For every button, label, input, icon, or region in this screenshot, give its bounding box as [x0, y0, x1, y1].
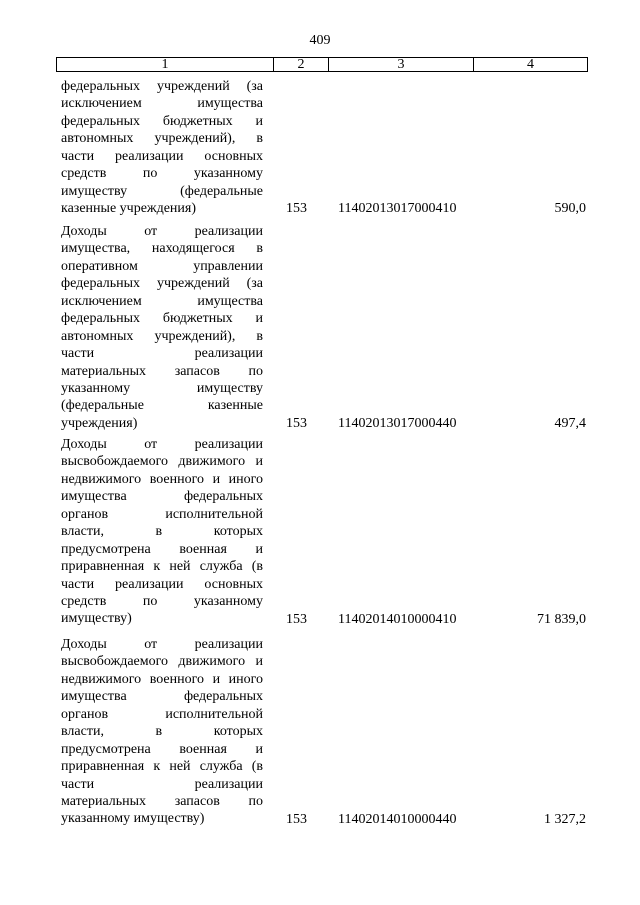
row-description	[61, 78, 263, 218]
description-line: Доходы от реализации	[61, 224, 263, 239]
header-col-4: 4	[473, 58, 587, 71]
description-line: федеральных бюджетных и	[61, 311, 263, 327]
row-code-col3: 11402014010000440	[338, 811, 457, 827]
description-line: имущества федеральных	[61, 489, 263, 505]
description-line: автономных учреждений), в	[61, 328, 263, 344]
description-line: оперативном управлении	[61, 258, 263, 274]
row-code-col2: 153	[286, 611, 307, 627]
description-line: исключением имущества	[61, 293, 263, 309]
description-line: федеральных бюджетных и	[61, 113, 263, 129]
description-line: Доходы от реализации	[61, 637, 263, 652]
description-line: исключением имущества	[61, 96, 263, 112]
description-line: приравненная к ней служба (в	[61, 559, 263, 575]
row-description	[61, 636, 263, 828]
row-code-col3: 11402014010000410	[338, 611, 457, 627]
description-line: части реализации	[61, 346, 263, 362]
header-col-3: 3	[328, 58, 473, 71]
description-line: власти, в которых	[61, 724, 263, 740]
description-line: федеральных учреждений (за	[61, 79, 263, 94]
description-line: указанному имуществу)	[61, 811, 205, 827]
description-line: учреждения)	[61, 415, 138, 431]
description-line: приравненная к ней служба (в	[61, 759, 263, 775]
description-line: казенные учреждения)	[61, 201, 197, 217]
header-col-2: 2	[273, 58, 328, 71]
row-amount: 497,4	[554, 415, 586, 431]
description-line: власти, в которых	[61, 524, 263, 540]
description-line: высвобождаемого движимого и	[61, 454, 263, 470]
description-line: указанному имуществу	[61, 380, 263, 396]
row-amount: 71 839,0	[537, 611, 586, 627]
header-col-1: 1	[161, 57, 169, 72]
row-description	[61, 223, 263, 432]
description-line: недвижимого военного и иного	[61, 671, 263, 687]
row-code-col2: 153	[286, 811, 307, 827]
description-line: части реализации основных	[61, 576, 263, 592]
page-number: 409	[309, 33, 331, 48]
description-line: недвижимого военного и иного	[61, 471, 263, 487]
description-line: предусмотрена военная и	[61, 541, 263, 557]
description-line: автономных учреждений), в	[61, 131, 263, 147]
row-code-col2: 153	[286, 201, 307, 217]
description-line: органов исполнительной	[61, 506, 263, 522]
description-line: средств по указанному	[61, 593, 263, 609]
row-code-col2: 153	[286, 415, 307, 431]
description-line: имущества федеральных	[61, 689, 263, 705]
description-line: материальных запасов по	[61, 363, 263, 379]
description-line: средств по указанному	[61, 166, 263, 182]
description-line: имуществу)	[61, 611, 132, 627]
description-line: Доходы от реализации	[61, 437, 263, 452]
description-line: имущества, находящегося в	[61, 241, 263, 257]
description-line: предусмотрена военная и	[61, 741, 263, 757]
row-code-col3: 11402013017000440	[338, 415, 457, 431]
row-description	[61, 436, 263, 628]
description-line: (федеральные казенные	[61, 398, 263, 414]
row-amount: 1 327,2	[544, 811, 586, 827]
row-code-col3: 11402013017000410	[338, 201, 457, 217]
description-line: высвобождаемого движимого и	[61, 654, 263, 670]
description-line: имуществу (федеральные	[61, 183, 263, 199]
row-amount: 590,0	[554, 201, 586, 217]
description-line: материальных запасов по	[61, 793, 263, 809]
description-line: части реализации	[61, 776, 263, 792]
description-line: органов исполнительной	[61, 706, 263, 722]
description-line: федеральных учреждений (за	[61, 276, 263, 292]
description-line: части реализации основных	[61, 148, 263, 164]
table-header-row	[56, 57, 588, 72]
